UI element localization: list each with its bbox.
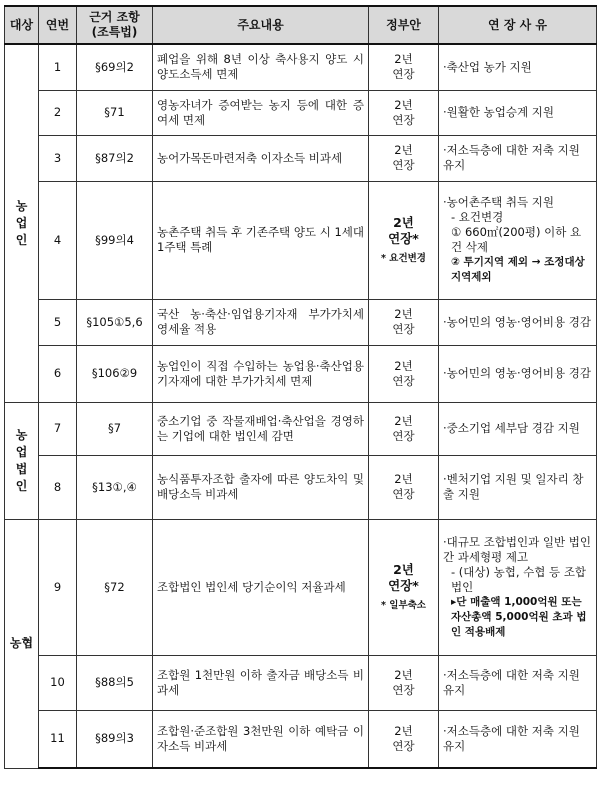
row-reason: ·중소기업 세부담 경감 지원: [439, 402, 597, 455]
row-no: 6: [39, 345, 77, 402]
group-corp: 농 업 법 인: [5, 402, 39, 519]
header-content: 주요내용: [153, 6, 369, 44]
table-row: [5, 345, 597, 402]
row-gov-cell: [369, 519, 439, 655]
row-basis: §69의2: [77, 44, 153, 90]
row-reason: ·대규모 조합법인과 일반 법인 간 과세형평 제고: [443, 534, 591, 564]
row-gov-note: * 요건변경: [381, 252, 426, 264]
header-reason: 연 장 사 유: [439, 6, 597, 44]
row-content: 농어가목돈마련저축 이자소득 비과세: [153, 135, 369, 181]
row-gov: 2년 연장: [369, 655, 439, 710]
row-no: 3: [39, 135, 77, 181]
row-no: 10: [39, 655, 77, 710]
row-no: 11: [39, 710, 77, 768]
row-gov: 2년 연장: [369, 90, 439, 135]
row-reason: ·저소득층에 대한 저축 지원 유지: [439, 710, 597, 768]
group-farmer: 농 업 인: [5, 44, 39, 402]
row-gov: 2년 연장*: [388, 214, 419, 246]
row-reason: ·농어민의 영농·영어비용 경감: [439, 299, 597, 345]
row-basis: §88의5: [77, 655, 153, 710]
row-content: 폐업을 위해 8년 이상 축사용지 양도 시 양도소득세 면제: [153, 44, 369, 90]
row-reason-sub: - 요건변경: [451, 210, 504, 224]
row-reason: ·농어민의 영농·영어비용 경감: [439, 345, 597, 402]
row-reason-sub: ▸단 매출액 1,000억원 또는 자산총액 5,000억원 초과 법인 적용배제: [451, 595, 587, 638]
group-nh: 농협: [5, 519, 39, 768]
row-no: 5: [39, 299, 77, 345]
row-content: 영농자녀가 증여받는 농지 등에 대한 증여세 면제: [153, 90, 369, 135]
row-gov: 2년 연장: [369, 710, 439, 768]
table-row: [5, 710, 597, 768]
table-row: [5, 181, 597, 299]
row-basis: §87의2: [77, 135, 153, 181]
row-gov-note: * 일부축소: [381, 599, 426, 611]
row-reason: ·벤처기업 지원 및 일자리 창출 지원: [439, 455, 597, 519]
row-content: 중소기업 중 작물재배업·축산업을 경영하는 기업에 대한 법인세 감면: [153, 402, 369, 455]
row-no: 9: [39, 519, 77, 655]
row-no: 4: [39, 181, 77, 299]
table-row: [5, 402, 597, 455]
row-content: 조합법인 법인세 당기순이익 저율과세: [153, 519, 369, 655]
row-content: 조합원·준조합원 3천만원 이하 예탁금 이자소득 비과세: [153, 710, 369, 768]
header-row: [5, 6, 597, 44]
table-row: [5, 455, 597, 519]
row-content: 국산 농·축산·임업용기자재 부가가치세 영세율 적용: [153, 299, 369, 345]
row-gov: 2년 연장: [369, 455, 439, 519]
row-gov: 2년 연장: [369, 44, 439, 90]
row-content: 조합원 1천만원 이하 출자금 배당소득 비과세: [153, 655, 369, 710]
header-basis: 근거 조항 (조특법): [77, 6, 153, 44]
row-gov: 2년 연장: [369, 135, 439, 181]
row-reason: ·원활한 농업승계 지원: [439, 90, 597, 135]
row-content: 농촌주택 취득 후 기존주택 양도 시 1세대 1주택 특례: [153, 181, 369, 299]
row-basis: §7: [77, 402, 153, 455]
row-gov: 2년 연장: [369, 299, 439, 345]
header-target: 대상: [5, 6, 39, 44]
row-reason: ·저소득층에 대한 저축 지원 유지: [439, 135, 597, 181]
header-no: 연번: [39, 6, 77, 44]
row-gov-cell: [369, 181, 439, 299]
table-row: [5, 135, 597, 181]
table-row: [5, 655, 597, 710]
row-no: 2: [39, 90, 77, 135]
row-basis: §99의4: [77, 181, 153, 299]
row-gov: 2년 연장: [369, 402, 439, 455]
row-reason-sub: - (대상) 농협, 수협 등 조합법인: [451, 564, 587, 594]
table-row: [5, 299, 597, 345]
row-basis: §89의3: [77, 710, 153, 768]
row-content: 농업인이 직접 수입하는 농업용·축산업용 기자재에 대한 부가가치세 면제: [153, 345, 369, 402]
row-reason-sub: ① 660㎡(200평) 이하 요건 삭제: [451, 225, 582, 254]
row-reason: ·농어촌주택 취득 지원: [443, 195, 554, 209]
row-basis: §72: [77, 519, 153, 655]
row-basis: §13①,④: [77, 455, 153, 519]
row-reason: ·저소득층에 대한 저축 지원 유지: [439, 655, 597, 710]
row-basis: §71: [77, 90, 153, 135]
row-content: 농식품투자조합 출자에 따른 양도차익 및 배당소득 비과세: [153, 455, 369, 519]
row-reason-cell: [439, 519, 597, 655]
row-no: 1: [39, 44, 77, 90]
row-basis: §105①5,6: [77, 299, 153, 345]
table-row: [5, 90, 597, 135]
table-row: [5, 44, 597, 90]
header-gov: 정부안: [369, 6, 439, 44]
row-no: 8: [39, 455, 77, 519]
row-gov: 2년 연장*: [388, 561, 419, 593]
tax-extension-table: [4, 5, 597, 769]
row-reason-sub: ② 투기지역 제외 → 조정대상지역제외: [451, 256, 585, 283]
row-gov: 2년 연장: [369, 345, 439, 402]
table-row: [5, 519, 597, 655]
row-reason-cell: [439, 181, 597, 299]
row-basis: §106②9: [77, 345, 153, 402]
row-no: 7: [39, 402, 77, 455]
row-reason: ·축산업 농가 지원: [439, 44, 597, 90]
